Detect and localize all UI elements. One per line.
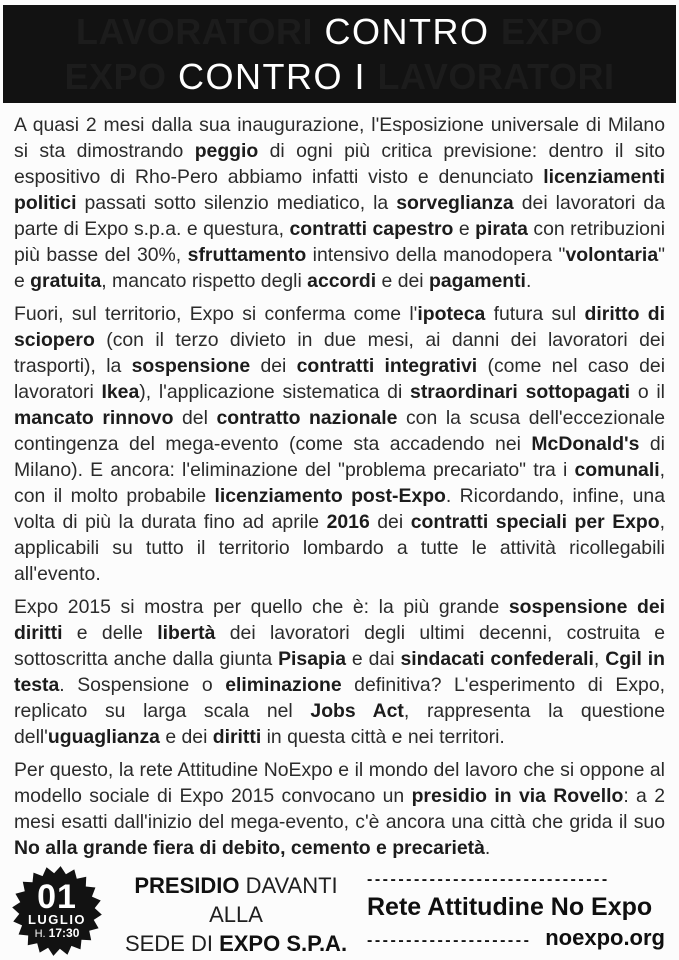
event-text xyxy=(110,866,362,960)
title-line-1: LAVORATORI CONTRO EXPO xyxy=(75,11,604,52)
body-paragraphs xyxy=(14,112,665,866)
dashed-divider-bottom: --------------------- xyxy=(367,934,532,948)
title-line-2: EXPO CONTRO I LAVORATORI xyxy=(64,56,615,97)
event-line-1: PRESIDIO DAVANTI ALLA xyxy=(134,873,338,927)
badge-day: 01 xyxy=(37,877,77,916)
badge-time-value: 17:30 xyxy=(48,925,80,940)
paragraph: A quasi 2 mesi dalla sua inaugurazione, l'Esposizione universale di Milano si sta dimostrando peggio di ogni più critica previsione: dentro il sito espositivo di Rho-Pero abbiamo infatti visto e denunciato licenziamenti politici passati sotto silenzio mediatico, la sorveglianza dei lavoratori da parte di Expo s.p.a. e questura, contratti capestro e pirata con retribuzioni più basse del 30%, sfruttamento intensivo della manodopera "volontaria" e gratuita, mancato rispetto degli accordi e dei pagamenti. xyxy=(14,114,665,292)
paragraph: Per questo, la rete Attitudine NoExpo e il mondo del lavoro che si oppone al modello sociale di Expo 2015 convocano un presidio in via Rovello: a 2 mesi esatti dall'inizio del mega-evento, c'è ancora una città che grida il suo No alla grande fiera di debito, cemento e precarietà. xyxy=(14,759,665,859)
paragraph: Expo 2015 si mostra per quello che è: la più grande sospensione dei diritti e delle libertà dei lavoratori degli ultimi decenni, costruita e sottoscritta anche dalla giunta Pisapia e dai sindacati confederali, Cgil in testa. Sospensione o eliminazione definitiva? L'esperimento di Expo, replicato su larga scala nel Jobs Act, rappresenta la questione dell'uguaglianza e dei diritti in questa città e nei territori. xyxy=(14,596,665,748)
network-bottom-row xyxy=(367,925,665,951)
badge-month: LUGLIO xyxy=(27,911,87,927)
event-info xyxy=(12,866,362,960)
site-url: noexpo.org xyxy=(545,925,665,950)
network-block xyxy=(367,866,665,951)
badge-time xyxy=(35,927,80,941)
event-line-2: SEDE DI EXPO S.P.A. xyxy=(124,931,348,956)
network-name: Rete Attitudine No Expo xyxy=(367,893,653,921)
paragraph: Fuori, sul territorio, Expo si conferma come l'ipoteca futura sul diritto di sciopero (con il terzo divieto in due mesi, ai danni dei lavoratori dei trasporti), la sospensione dei contratti integrativi (come nel caso dei lavoratori Ikea), l'applicazione sistematica di straordinari sottopagati o il mancato rinnovo del contratto nazionale con la scusa dell'eccezionale contingenza del mega-evento (come sta accadendo nei McDonald's di Milano). E ancora: l'eliminazione del "problema precariato" tra i comunali, con il molto probabile licenziamento post-Expo. Ricordando, infine, una volta di più la durata fino ad aprile 2016 dei contratti speciali per Expo, applicabili su tutto il territorio lombardo a tutte le attività ricollegabili all'evento. xyxy=(14,303,665,585)
badge-time-prefix: H. xyxy=(34,927,46,940)
date-badge-text xyxy=(12,866,102,956)
date-badge xyxy=(12,866,102,956)
footer xyxy=(12,866,665,958)
header-banner xyxy=(3,5,676,103)
dashed-divider-top: ------------------------------- xyxy=(367,873,610,887)
